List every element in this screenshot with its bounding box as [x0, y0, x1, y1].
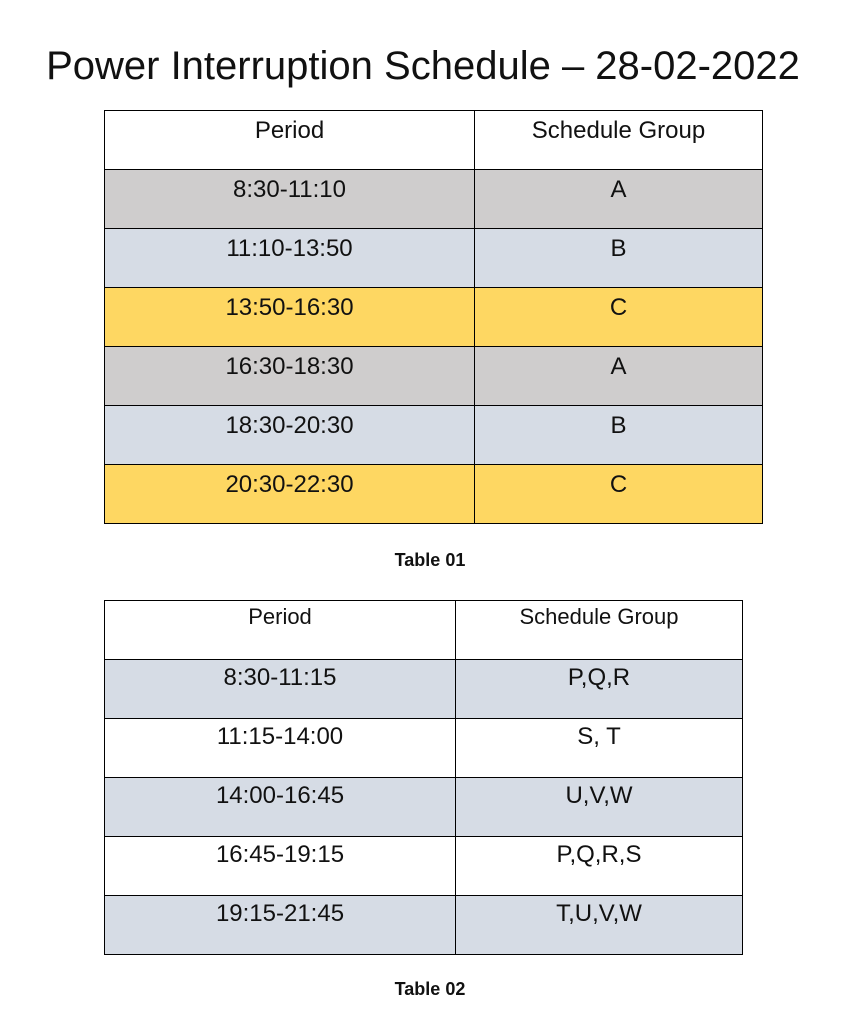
group-cell: P,Q,R	[456, 660, 743, 719]
page-title: Power Interruption Schedule – 28-02-2022	[46, 44, 800, 88]
table-header-row	[105, 601, 743, 660]
table-row	[105, 406, 763, 465]
group-cell: P,Q,R,S	[456, 837, 743, 896]
period-cell: 18:30-20:30	[105, 406, 475, 465]
period-cell: 20:30-22:30	[105, 465, 475, 524]
table-caption-01: Table 01	[394, 550, 466, 570]
column-header-schedule-group: Schedule Group	[475, 111, 763, 170]
period-cell: 13:50-16:30	[105, 288, 475, 347]
period-cell: 11:10-13:50	[105, 229, 475, 288]
schedule-table-01	[104, 110, 763, 524]
group-cell: A	[475, 347, 763, 406]
table-row	[105, 896, 743, 955]
group-cell: T,U,V,W	[456, 896, 743, 955]
table-row	[105, 719, 743, 778]
table-row	[105, 288, 763, 347]
table-row	[105, 660, 743, 719]
period-cell: 16:45-19:15	[105, 837, 456, 896]
table-row	[105, 170, 763, 229]
group-cell: C	[475, 465, 763, 524]
group-cell: C	[475, 288, 763, 347]
column-header-period: Period	[105, 111, 475, 170]
table-row	[105, 778, 743, 837]
group-cell: B	[475, 406, 763, 465]
table-header-row	[105, 111, 763, 170]
period-cell: 14:00-16:45	[105, 778, 456, 837]
group-cell: B	[475, 229, 763, 288]
schedule-table-02	[104, 600, 743, 955]
table-row	[105, 229, 763, 288]
period-cell: 11:15-14:00	[105, 719, 456, 778]
table-row	[105, 465, 763, 524]
period-cell: 16:30-18:30	[105, 347, 475, 406]
period-cell: 8:30-11:10	[105, 170, 475, 229]
period-cell: 19:15-21:45	[105, 896, 456, 955]
table-caption-02: Table 02	[394, 979, 466, 999]
period-cell: 8:30-11:15	[105, 660, 456, 719]
group-cell: S, T	[456, 719, 743, 778]
column-header-period: Period	[105, 601, 456, 660]
group-cell: U,V,W	[456, 778, 743, 837]
group-cell: A	[475, 170, 763, 229]
table-row	[105, 837, 743, 896]
column-header-schedule-group: Schedule Group	[456, 601, 743, 660]
table-row	[105, 347, 763, 406]
